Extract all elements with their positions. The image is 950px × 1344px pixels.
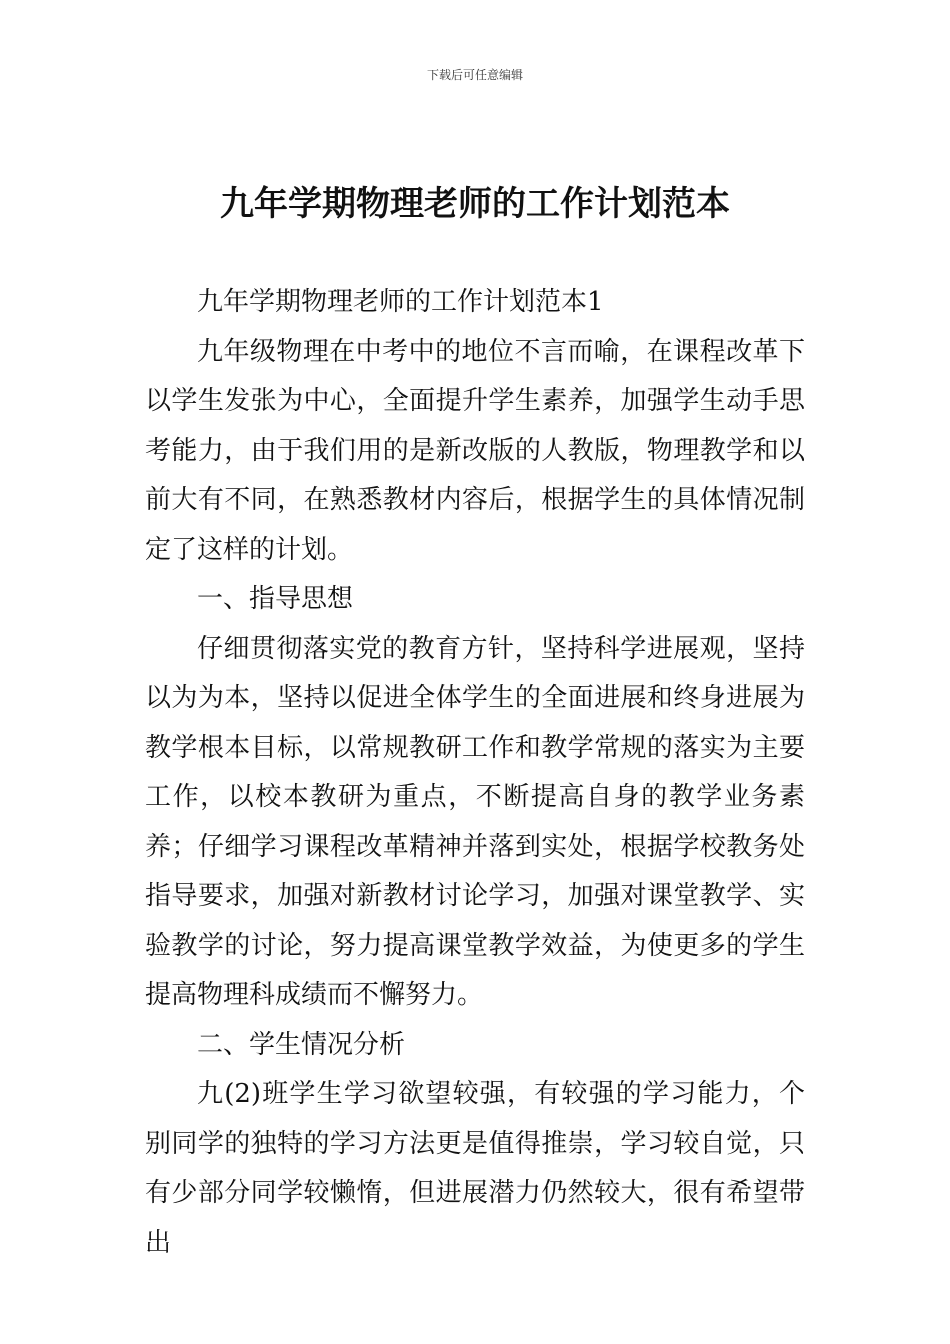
- student-analysis-paragraph: 九(2)班学生学习欲望较强，有较强的学习能力，个别同学的独特的学习方法更是值得推崇，学习较自觉，只有少部分同学较懒惰，但进展潜力仍然较大，很有希望带出: [145, 1079, 805, 1258]
- document-body: [145, 278, 805, 1268]
- intro-paragraph: 九年级物理在中考中的地位不言而喻，在课程改革下以学生发张为中心，全面提升学生素养，加强学生动手思考能力，由于我们用的是新改版的人教版，物理教学和以前大有不同，在熟悉教材内容后，根据学生的具体情况制定了这样的计划。: [145, 336, 805, 565]
- header-note: 下载后可任意编辑: [426, 68, 523, 82]
- guiding-ideology-paragraph: 仔细贯彻落实党的教育方针，坚持科学进展观，坚持以为为本，坚持以促进全体学生的全面进展和终身进展为教学根本目标，以常规教研工作和教学常规的落实为主要工作，以校本教研为重点，不断提高自身的教学业务素养；仔细学习课程改革精神并落到实处，根据学校教务处指导要求，加强对新教材讨论学习，加强对课堂教学、实验教学的讨论，努力提高课堂教学效益，为使更多的学生提高物理科成绩而不懈努力。: [145, 633, 805, 1010]
- section-heading-guiding-ideology: 一、指导思想: [197, 584, 354, 614]
- subtitle-paragraph: 九年学期物理老师的工作计划范本1: [197, 287, 604, 317]
- section-heading-student-analysis: 二、学生情况分析: [197, 1029, 406, 1060]
- document-title: 九年学期物理老师的工作计划范本: [220, 184, 730, 224]
